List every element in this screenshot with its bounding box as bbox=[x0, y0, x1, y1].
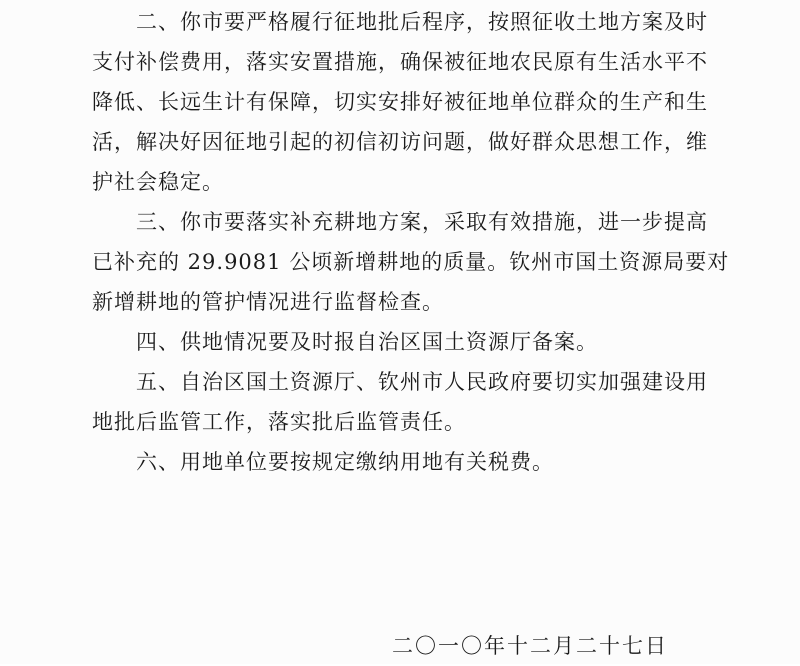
paragraph-2 bbox=[92, 2, 732, 202]
text-line: 降低、长远生计有保障，切实安排好被征地单位群众的生产和生 bbox=[92, 90, 708, 114]
document-date: 二〇一〇年十二月二十七日 bbox=[392, 634, 668, 658]
text-line: 已补充的 29.9081 公顷新增耕地的质量。钦州市国土资源局要对 bbox=[92, 250, 730, 274]
text-line: 地批后监管工作，落实批后监管责任。 bbox=[92, 410, 466, 434]
text-line: 二、你市要严格履行征地批后程序，按照征收土地方案及时 bbox=[92, 10, 708, 34]
paragraph-3 bbox=[92, 202, 732, 322]
paragraph-5 bbox=[92, 362, 732, 442]
text-line: 四、供地情况要及时报自治区国土资源厅备案。 bbox=[92, 330, 598, 354]
text-line: 五、自治区国土资源厅、钦州市人民政府要切实加强建设用 bbox=[92, 370, 708, 394]
text-line: 六、用地单位要按规定缴纳用地有关税费。 bbox=[92, 450, 554, 474]
text-line: 三、你市要落实补充耕地方案，采取有效措施，进一步提高 bbox=[92, 210, 708, 234]
text-line: 护社会稳定。 bbox=[92, 170, 224, 194]
paragraph-4 bbox=[92, 322, 732, 362]
paragraph-6 bbox=[92, 442, 732, 482]
text-line: 支付补偿费用，落实安置措施，确保被征地农民原有生活水平不 bbox=[92, 50, 708, 74]
text-line: 新增耕地的管护情况进行监督检查。 bbox=[92, 290, 444, 314]
text-line: 活，解决好因征地引起的初信初访问题，做好群众思想工作，维 bbox=[92, 130, 708, 154]
